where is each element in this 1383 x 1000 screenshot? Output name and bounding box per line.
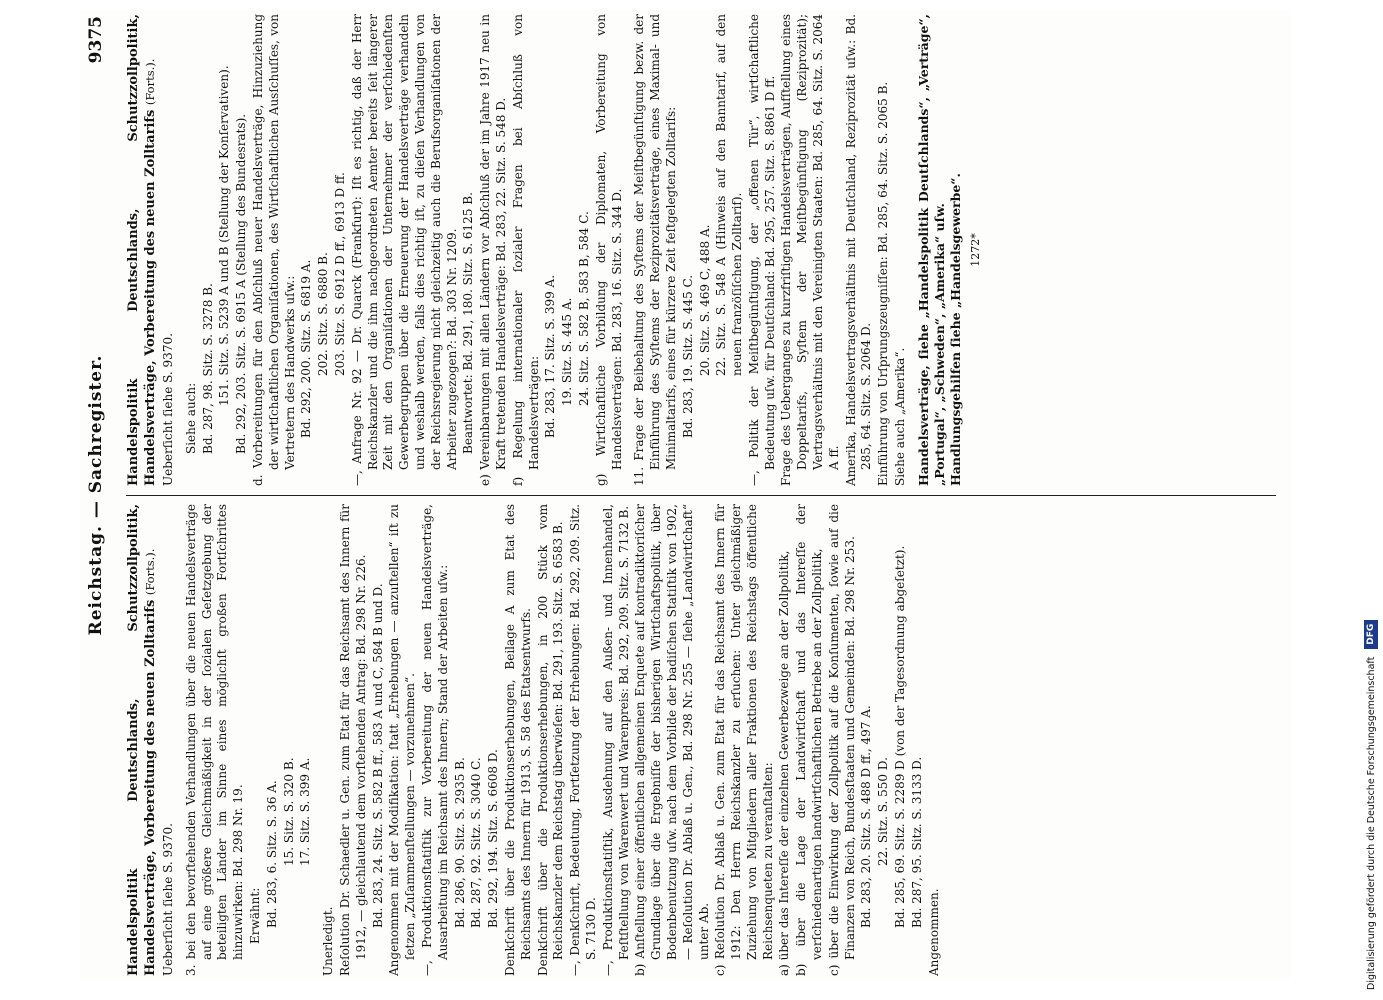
right-entry: g) Wirtſchaftliche Vorbildung der Diplomaten, Vorbereitung von Handelsverträgen: Bd. 283, 16. Sitz. S. 344 D. bbox=[593, 14, 624, 486]
left-entry: —, Produktionsſtatiſtik, Ausdehnung auf den Außen- und Innenhandel, Feſtſtellung von Warenwert und Warenpreis: Bd. 292, 209. Sitz. S. 7132 B. bbox=[600, 504, 631, 976]
right-entry: Bd. 283, 17. Sitz. S. 399 A. bbox=[543, 274, 558, 438]
left-entry: Unerledigt. bbox=[321, 906, 336, 976]
left-entry: a) über das Intereſſe der einzelnen Gewerbezweige an der Zollpolitik, bbox=[777, 550, 792, 976]
left-entry: Erwähnt: bbox=[247, 887, 262, 944]
left-entry: Angenommen mit der Modifikation: ſtatt „Erhebungen — anzuſtellen“ iſt zu ſetzen „Zuſammenſtellungen — vorzunehmen“. bbox=[387, 504, 418, 976]
left-entry: Bd. 285, 69. Sitz. S. 2289 D (von der Tagesordnung abgeſetzt). bbox=[893, 545, 908, 928]
left-entry: c) über die Einwirkung der Zollpolitik auf die Konſumenten, ſowie auf die Finanzen von Reich, Bundesſtaaten und Gemeinden: Bd. 298 Nr. 253. bbox=[826, 504, 857, 976]
right-entry: Ueberſicht ſiehe S. 9370. bbox=[161, 333, 175, 486]
left-heading-text: Handelspolitik Deutschlands, Schutzzollpolitik, Handelsverträge, Vorbereitung des neuen Zolltarifs bbox=[126, 504, 158, 976]
left-column bbox=[126, 504, 1276, 976]
left-entry: 15. Sitz. S. 320 B. bbox=[281, 757, 296, 866]
left-entry: 17. Sitz. S. 399 A. bbox=[298, 757, 313, 866]
right-entry: Siehe auch: bbox=[183, 382, 198, 454]
left-entry: c) Reſolution Dr. Ablaß u. Gen. zum Etat für das Reichsamt des Innern für 1912: Den Herrn Reichskanzler zu erſuchen: Unter gleichmäßiger Zuziehung von Mitgliedern aller Fraktionen des Reichstags öffentliche Reichsenqueten zu veranſtalten: bbox=[713, 504, 775, 976]
left-entry: —, Denkſchrift, Bedeutung, Fortſetzung der Erhebungen: Bd. 292, 209. Sitz. S. 7130 D. bbox=[568, 504, 598, 976]
right-entry: e) Vereinbarungen mit allen Ländern vor Abſchluß der im Jahre 1917 neu in Kraft tretenden Handelsverträge: Bd. 283, 22. Sitz. S. 548 D. bbox=[478, 14, 508, 486]
left-entry: Reſolution Dr. Schaedler u. Gen. zum Etat für das Reichsamt des Innern für 1912, — gleichlautend dem vorſtehenden Antrag: Bd. 298 Nr. 226. bbox=[337, 504, 368, 976]
column-divider bbox=[126, 495, 1276, 496]
right-section-heading bbox=[126, 14, 159, 486]
right-entry: 20. Sitz. S. 469 C, 488 A. bbox=[697, 224, 712, 376]
left-entry: b) Anſtellung einer öffentlichen allgemeinen Enquete auf kontradiktoriſcher Grundlage über die Ergebniſſe der bisherigen Wirtſchaftspolitik, über Bodenbenutzung uſw. nach dem Vorbilde der badiſchen Statiſtik von 1902, — Reſolution Dr. Ablaß u. Gen., Bd. 298 Nr. 255 — ſiehe „Landwirtſchaft“ unter Ab. bbox=[633, 504, 711, 976]
left-entry: Bd. 286, 90. Sitz. S. 2935 B. bbox=[452, 757, 467, 928]
right-entry: Siehe auch „Amerika“. bbox=[893, 347, 908, 486]
left-entry: b) über die Lage der Landwirtſchaft und das Intereſſe der verſchiedenartigen landwirtſchaftlichen Betriebe an der Zollpolitik, bbox=[794, 504, 825, 976]
right-entry: 19. Sitz. S. 445 A. bbox=[560, 297, 575, 406]
left-entry: Bd. 283, 24. Sitz. S. 582 B ff., 583 A und C, 584 B und D. bbox=[370, 583, 385, 928]
right-heading-cont: (Forts.). bbox=[143, 58, 157, 106]
right-entry: Einführung von Urſprungszeugniſſen: Bd. 285, 64. Sitz. S. 2065 B. bbox=[876, 81, 891, 486]
digitization-note bbox=[1362, 10, 1380, 990]
left-entry: 3. bei den bevorſtehenden Verhandlungen über die neuen Handelsverträge auf eine größere Gleichmäßigkeit in der ſozialen Geſetzgebung der beteiligten Länder im Sinne eines möglichſt großen Fortſchrittes hinzuwirken: Bd. 298 Nr. 19. bbox=[183, 504, 246, 976]
rotated-page bbox=[80, 10, 1290, 980]
page-number: 9375 bbox=[86, 16, 106, 64]
right-entry: Amerika, Handelsvertragsverhältnis mit Deutſchland, Reziprozität uſw.: Bd. 285, 64. Sitz. S. 2064 D. bbox=[843, 14, 874, 486]
right-entry: 202. Sitz. S. 6880 B. bbox=[316, 252, 331, 376]
running-head bbox=[86, 10, 122, 980]
right-entry: f) Regelung internationaler ſozialer Fragen bei Abſchluß von Handelsverträgen: bbox=[510, 14, 541, 486]
right-entry: 151. Sitz. S. 5239 A und B (Stellung der Konſervativen). bbox=[217, 65, 232, 406]
right-entry: Handelsverträge, ſiehe „Handelspolitik Deutſchlands“, „Verträge“, „Portugal“, „Schweden“, „Amerika“ uſw. bbox=[915, 14, 947, 486]
left-heading-cont: (Forts.). bbox=[143, 548, 157, 596]
left-entry: Bd. 292, 194. Sitz. S. 6608 D. bbox=[486, 749, 501, 928]
left-entry: —, Produktionsſtatiſtik zur Vorbereitung der neuen Handelsverträge, Ausarbeitung im Reichsamt des Innern; Stand der Arbeiten uſw.: bbox=[419, 504, 450, 976]
right-entry: Bd. 283, 19. Sitz. S. 445 C. bbox=[680, 274, 695, 438]
right-entry: Bd. 292, 200. Sitz. S. 6819 A. bbox=[299, 259, 314, 438]
left-entry: Bd. 287, 95. Sitz. S. 3133 D. bbox=[909, 756, 924, 928]
signature-mark: 1272* bbox=[969, 233, 983, 267]
right-entry: Handlungsgehilfen ſiehe „Handelsgewerbe“. bbox=[948, 173, 964, 486]
right-entry: 22. Sitz. S. 548 A (Hinweis auf den Banntarif, auf den neuen franzöſiſchen Zolltarif). bbox=[714, 14, 745, 376]
right-entries bbox=[161, 14, 964, 486]
left-entries bbox=[161, 504, 942, 976]
dfg-logo-icon: DFG bbox=[1364, 620, 1378, 649]
right-entry: 11. Frage der Beibehaltung des Syſtems der Meiſtbegünſtigung bezw. der Einführung des Syſtems der Reziprozitätsverträge, eines Maximal- und Minimaltarifs, eines für kürzere Zeit feſtgelegten Zolltarifs: bbox=[632, 14, 678, 486]
right-column bbox=[126, 14, 1276, 486]
left-entry: Angenommen. bbox=[926, 888, 941, 976]
left-entry: Ueberſicht ſiehe S. 9370. bbox=[161, 823, 175, 976]
right-entry: Bd. 292, 203. Sitz. S. 6915 A (Stellung des Bundesrats). bbox=[234, 113, 249, 454]
digitization-note-text: Digitalisierung gefördert durch die Deutsche Forschungsgemeinschaft bbox=[1365, 656, 1377, 990]
right-entry: 203. Sitz. S. 6912 D ff., 6913 D ff. bbox=[332, 172, 347, 376]
left-entry: Bd. 283, 20. Sitz. S. 488 D ff., 497 A. bbox=[859, 705, 874, 928]
left-entry: 22. Sitz. S. 550 D. bbox=[876, 757, 891, 866]
left-entry: Bd. 287, 92. Sitz. S. 3040 C. bbox=[469, 757, 484, 928]
left-entry: Bd. 283, 6. Sitz. S. 36 A. bbox=[264, 780, 279, 928]
right-entry: Beantwortet: Bd. 291, 180. Sitz. S. 6125 B. bbox=[461, 192, 476, 454]
left-entry: Denkſchrift über die Produktionserhebungen, in 200 Stück vom Reichskanzler dem Reichstag überwieſen: Bd. 291, 193. Sitz. S. 6583 B. bbox=[535, 504, 566, 976]
right-entry: Bd. 287, 98. Sitz. S. 3278 B. bbox=[200, 283, 215, 454]
running-head-title: Reichstag. — Sachregister. bbox=[86, 354, 106, 636]
left-entry: Denkſchrift über die Produktionserhebungen, Beilage A zum Etat des Reichsamts des Innern für 1913, S. 58 des Etatsentwurfs. bbox=[502, 504, 533, 976]
right-entry: d. Vorbereitungen für den Abſchluß neuer Handelsverträge, Hinzuziehung der wirtſchaftlichen Organiſationen, des Wirtſchaftlichen Ausſchuſſes, von Vertretern des Handwerks uſw.: bbox=[250, 14, 297, 486]
left-section-heading bbox=[126, 504, 159, 976]
right-entry: —, Politik der Meiſtbegünſtigung, der „offenen Tür“, wirtſchaftliche Bedeutung uſw. für Deutſchland: Bd. 295, 257. Sitz. S. 8861 D ff. bbox=[746, 14, 777, 486]
right-entry: Frage des Ueberganges zu kurzfriſtigen Handelsverträgen, Aufſtellung eines Doppeltarifs, Syſtem der Meiſtbegünſtigung (Reziprozität); Vertragsverhältnis mit den Vereinigten Staaten: Bd. 285, 64. Sitz. S. 2064 A ff. bbox=[779, 14, 841, 486]
right-heading-text: Handelspolitik Deutschlands, Schutzzollpolitik, Handelsverträge, Vorbereitung des neuen Zolltarifs bbox=[126, 14, 158, 486]
right-entry: —, Anfrage Nr. 92 — Dr. Quarck (Frankfurt): Iſt es richtig, daß der Herr Reichskanzler und die ihm nachgeordneten Aemter bereits ſeit längerer Zeit mit den Organiſationen der Unternehmer der verſchiedenſten Gewerbegruppen über die Erneuerung der Handelsverträge verhandeln und weshalb werden, falls dies richtig iſt, zu dieſen Verhandlungen von der Reichsregierung nicht gleichzeitig auch die Berufsorganiſationen der Arbeiter zugezogen?: Bd. 303 Nr. 1209. bbox=[349, 14, 459, 486]
right-entry: 24. Sitz. S. 582 B, 583 B, 584 C. bbox=[576, 211, 591, 406]
